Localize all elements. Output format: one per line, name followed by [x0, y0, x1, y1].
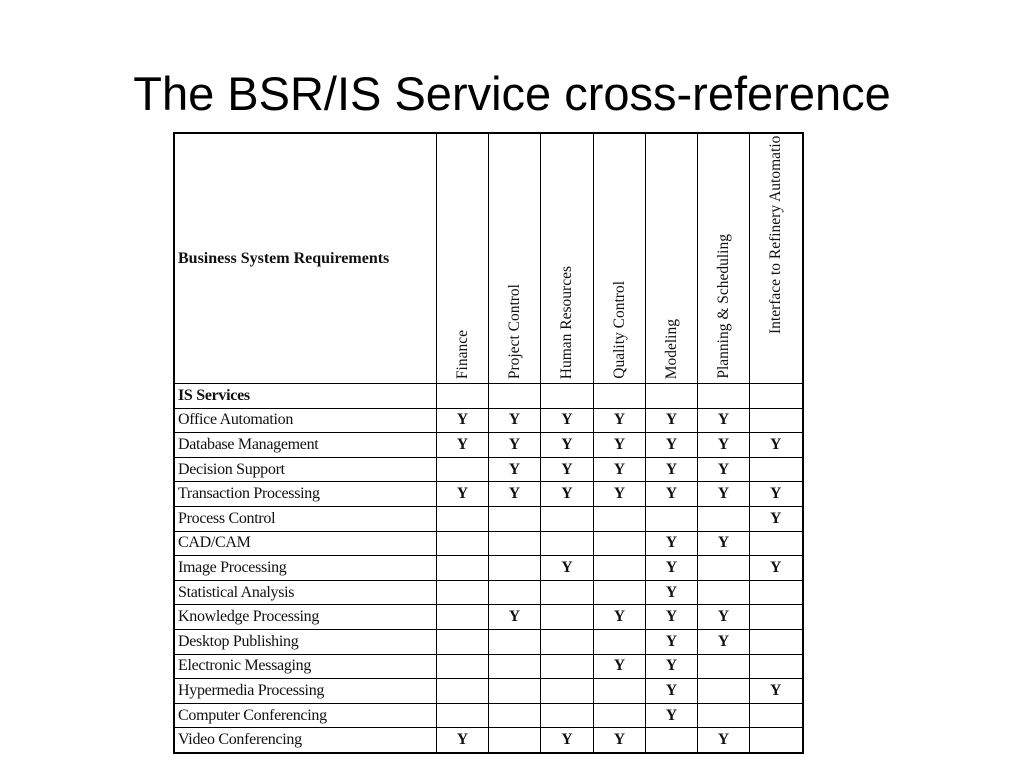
- mark-cell: Y: [594, 728, 646, 753]
- slide-title: The BSR/IS Service cross-reference: [133, 67, 891, 120]
- mark-cell: Y: [437, 728, 489, 753]
- mark-cell: [437, 531, 489, 556]
- column-header-human-resources: [541, 133, 594, 384]
- table-row: [174, 457, 803, 482]
- column-header-label: Project Control: [505, 283, 523, 379]
- mark-cell: Y: [646, 605, 698, 630]
- mark-cell: Y: [489, 433, 541, 458]
- mark-cell: [594, 531, 646, 556]
- mark-cell: Y: [541, 728, 594, 753]
- table-row: [174, 580, 803, 605]
- service-label: Electronic Messaging: [174, 654, 437, 679]
- service-label: CAD/CAM: [174, 531, 437, 556]
- mark-cell: [698, 506, 750, 531]
- empty-cell: [646, 384, 698, 409]
- mark-cell: [646, 506, 698, 531]
- mark-cell: [489, 531, 541, 556]
- mark-cell: [437, 679, 489, 704]
- column-header-refinery-interface: [750, 133, 803, 384]
- mark-cell: [437, 506, 489, 531]
- mark-cell: Y: [698, 482, 750, 507]
- mark-cell: Y: [646, 629, 698, 654]
- column-header-finance: [437, 133, 489, 384]
- column-header-row: [174, 133, 803, 384]
- mark-cell: [489, 679, 541, 704]
- empty-cell: [594, 384, 646, 409]
- table-row: [174, 654, 803, 679]
- mark-cell: [541, 654, 594, 679]
- mark-cell: Y: [594, 654, 646, 679]
- mark-cell: [750, 629, 803, 654]
- mark-cell: [750, 580, 803, 605]
- empty-cell: [489, 384, 541, 409]
- table-row: [174, 728, 803, 753]
- mark-cell: [594, 703, 646, 728]
- mark-cell: Y: [750, 482, 803, 507]
- mark-cell: Y: [750, 556, 803, 581]
- table-row: [174, 703, 803, 728]
- table-row: [174, 433, 803, 458]
- mark-cell: Y: [594, 408, 646, 433]
- cross-reference-table: [173, 132, 804, 754]
- mark-cell: [541, 629, 594, 654]
- mark-cell: Y: [646, 408, 698, 433]
- corner-label: Business System Requirements: [174, 133, 437, 384]
- empty-cell: [541, 384, 594, 409]
- table-body: [174, 384, 803, 753]
- empty-cell: [698, 384, 750, 409]
- mark-cell: Y: [489, 457, 541, 482]
- mark-cell: [750, 703, 803, 728]
- column-header-modeling: [646, 133, 698, 384]
- mark-cell: Y: [594, 482, 646, 507]
- mark-cell: [594, 580, 646, 605]
- mark-cell: [698, 703, 750, 728]
- column-header-label: Quality Control: [610, 281, 628, 379]
- mark-cell: Y: [437, 482, 489, 507]
- column-header-label: Human Resources: [558, 265, 575, 379]
- table-row: [174, 408, 803, 433]
- mark-cell: Y: [594, 433, 646, 458]
- mark-cell: Y: [541, 482, 594, 507]
- mark-cell: Y: [489, 408, 541, 433]
- mark-cell: [646, 728, 698, 753]
- mark-cell: Y: [646, 531, 698, 556]
- mark-cell: Y: [541, 408, 594, 433]
- table-row: [174, 531, 803, 556]
- table-row: [174, 556, 803, 581]
- mark-cell: Y: [646, 433, 698, 458]
- section-row: [174, 384, 803, 409]
- service-label: Decision Support: [174, 457, 437, 482]
- mark-cell: [541, 679, 594, 704]
- mark-cell: Y: [646, 482, 698, 507]
- mark-cell: Y: [750, 679, 803, 704]
- mark-cell: Y: [750, 433, 803, 458]
- mark-cell: [541, 531, 594, 556]
- mark-cell: [698, 679, 750, 704]
- mark-cell: Y: [646, 457, 698, 482]
- mark-cell: [594, 506, 646, 531]
- mark-cell: [698, 580, 750, 605]
- column-header-quality-control: [594, 133, 646, 384]
- mark-cell: [437, 556, 489, 581]
- service-label: Office Automation: [174, 408, 437, 433]
- mark-cell: [437, 605, 489, 630]
- mark-cell: [541, 605, 594, 630]
- mark-cell: [489, 654, 541, 679]
- table-row: [174, 679, 803, 704]
- mark-cell: Y: [646, 703, 698, 728]
- mark-cell: [594, 556, 646, 581]
- column-header-planning-scheduling: [698, 133, 750, 384]
- mark-cell: Y: [489, 605, 541, 630]
- service-label: Knowledge Processing: [174, 605, 437, 630]
- mark-cell: Y: [698, 457, 750, 482]
- mark-cell: Y: [594, 457, 646, 482]
- service-label: Video Conferencing: [174, 728, 437, 753]
- column-header-project-control: [489, 133, 541, 384]
- table-row: [174, 482, 803, 507]
- mark-cell: [489, 506, 541, 531]
- table-row: [174, 629, 803, 654]
- mark-cell: [437, 654, 489, 679]
- table-row: [174, 506, 803, 531]
- mark-cell: [489, 580, 541, 605]
- mark-cell: [594, 679, 646, 704]
- service-label: Desktop Publishing: [174, 629, 437, 654]
- mark-cell: [489, 629, 541, 654]
- column-header-label: Interface to Refinery Automatio: [766, 136, 784, 335]
- mark-cell: Y: [437, 408, 489, 433]
- mark-cell: Y: [437, 433, 489, 458]
- column-header-label: Finance: [453, 329, 471, 379]
- mark-cell: Y: [646, 556, 698, 581]
- column-header-label: Planning & Scheduling: [714, 234, 732, 379]
- service-label: Transaction Processing: [174, 482, 437, 507]
- empty-cell: [437, 384, 489, 409]
- mark-cell: [750, 457, 803, 482]
- service-label: Computer Conferencing: [174, 703, 437, 728]
- mark-cell: Y: [698, 531, 750, 556]
- mark-cell: [698, 654, 750, 679]
- mark-cell: Y: [594, 605, 646, 630]
- section-label: IS Services: [174, 384, 437, 409]
- service-label: Process Control: [174, 506, 437, 531]
- mark-cell: [489, 703, 541, 728]
- mark-cell: [437, 580, 489, 605]
- column-header-label: Modeling: [662, 318, 680, 379]
- mark-cell: Y: [698, 605, 750, 630]
- mark-cell: Y: [698, 408, 750, 433]
- mark-cell: [750, 531, 803, 556]
- mark-cell: Y: [489, 482, 541, 507]
- mark-cell: Y: [541, 556, 594, 581]
- mark-cell: Y: [646, 580, 698, 605]
- mark-cell: Y: [541, 433, 594, 458]
- mark-cell: [489, 728, 541, 753]
- mark-cell: Y: [698, 433, 750, 458]
- mark-cell: [541, 703, 594, 728]
- mark-cell: [750, 654, 803, 679]
- mark-cell: [541, 580, 594, 605]
- service-label: Database Management: [174, 433, 437, 458]
- mark-cell: [750, 605, 803, 630]
- mark-cell: Y: [698, 728, 750, 753]
- mark-cell: Y: [698, 629, 750, 654]
- service-label: Image Processing: [174, 556, 437, 581]
- mark-cell: [750, 728, 803, 753]
- mark-cell: [541, 506, 594, 531]
- mark-cell: Y: [541, 457, 594, 482]
- mark-cell: [698, 556, 750, 581]
- empty-cell: [750, 384, 803, 409]
- table-row: [174, 605, 803, 630]
- mark-cell: [594, 629, 646, 654]
- mark-cell: [750, 408, 803, 433]
- mark-cell: Y: [646, 654, 698, 679]
- service-label: Statistical Analysis: [174, 580, 437, 605]
- mark-cell: Y: [646, 679, 698, 704]
- service-label: Hypermedia Processing: [174, 679, 437, 704]
- mark-cell: Y: [750, 506, 803, 531]
- mark-cell: [489, 556, 541, 581]
- mark-cell: [437, 457, 489, 482]
- mark-cell: [437, 703, 489, 728]
- mark-cell: [437, 629, 489, 654]
